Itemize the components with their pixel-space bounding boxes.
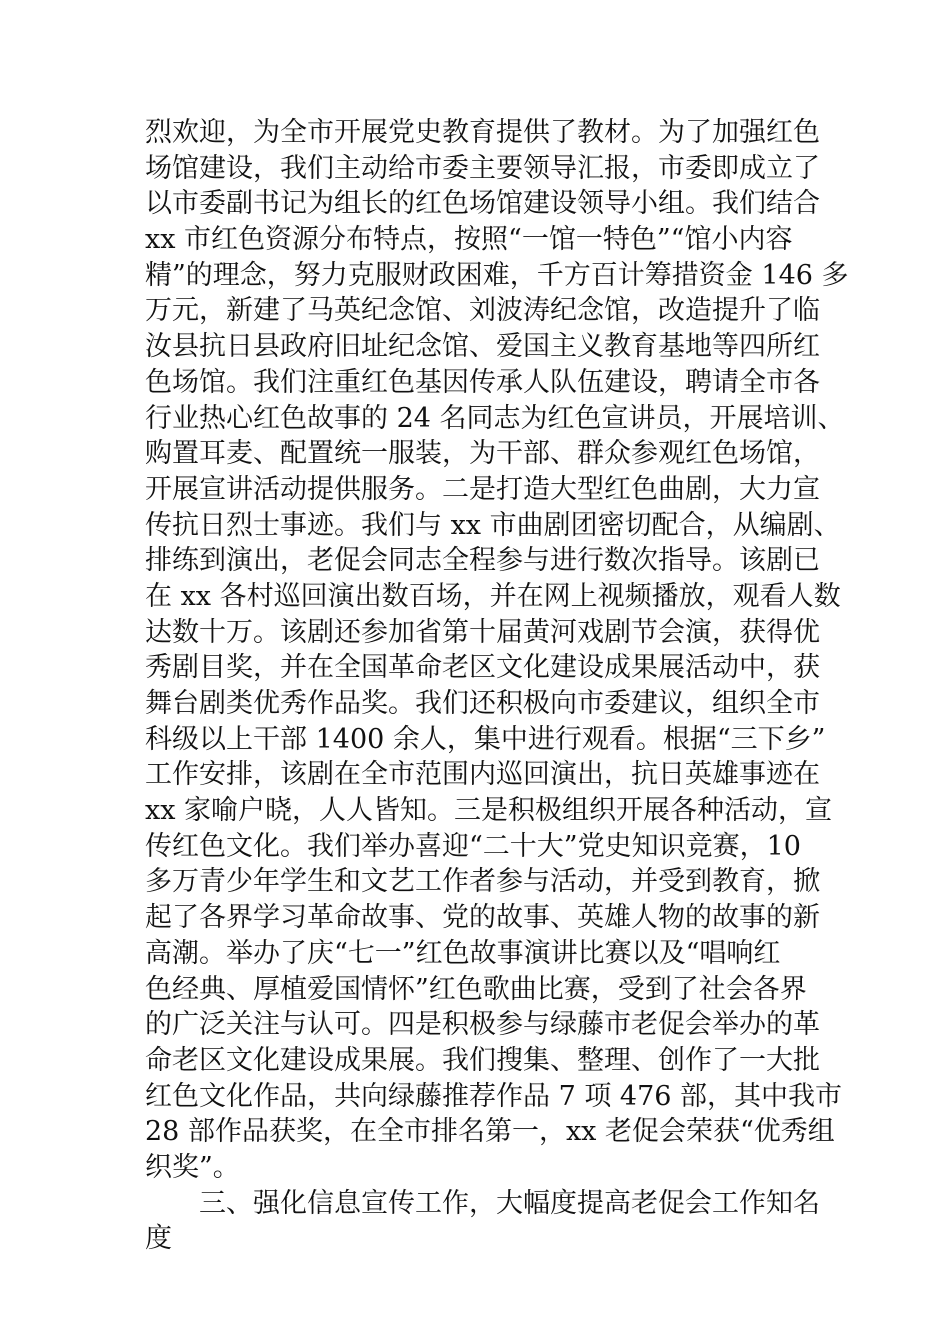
text-line: 传红色文化。我们举办喜迎“二十大”党史知识竞赛，10 bbox=[145, 830, 801, 862]
text-line: 的广泛关注与认可。四是积极参与绿藤市老促会举办的革 bbox=[145, 1009, 820, 1041]
text-line: 织奖”。 bbox=[145, 1151, 240, 1183]
text-line: 多万青少年学生和文艺工作者参与活动，并受到教育，掀 bbox=[145, 866, 820, 898]
text-line: 命老区文化建设成果展。我们搜集、整理、创作了一大批 bbox=[145, 1044, 820, 1076]
text-line: 工作安排，该剧在全市范围内巡回演出，抗日英雄事迹在 bbox=[145, 759, 820, 791]
text-line: 排练到演出，老促会同志全程参与进行数次指导。该剧已 bbox=[145, 545, 820, 577]
text-line: 在 xx 各村巡回演出数百场，并在网上视频播放，观看人数 bbox=[145, 580, 841, 612]
text-line: 传抗日烈士事迹。我们与 xx 市曲剧团密切配合，从编剧、 bbox=[145, 509, 841, 541]
section-heading-continuation: 度 bbox=[145, 1223, 172, 1255]
text-line: 场馆建设，我们主动给市委主要领导汇报，市委即成立了 bbox=[145, 152, 820, 184]
text-line: 开展宣讲活动提供服务。二是打造大型红色曲剧，大力宣 bbox=[145, 473, 820, 505]
body-text bbox=[145, 115, 849, 1257]
text-line: 达数十万。该剧还参加省第十届黄河戏剧节会演，获得优 bbox=[145, 616, 820, 648]
text-line: xx 市红色资源分布特点，按照“一馆一特色”“馆小内容 bbox=[145, 224, 793, 256]
text-line: 舞台剧类优秀作品奖。我们还积极向市委建议，组织全市 bbox=[145, 688, 820, 719]
text-line: 色场馆。我们注重红色基因传承人队伍建设，聘请全市各 bbox=[145, 366, 820, 398]
text-line: 万元，新建了马英纪念馆、刘波涛纪念馆，改造提升了临 bbox=[145, 295, 820, 327]
text-line: 红色文化作品，共向绿藤推荐作品 7 项 476 部，其中我市 bbox=[145, 1080, 843, 1112]
text-line: 28 部作品获奖，在全市排名第一，xx 老促会荣获“优秀组 bbox=[145, 1116, 835, 1148]
section-heading: 三、强化信息宣传工作，大幅度提高老促会工作知名 bbox=[199, 1187, 820, 1219]
text-line: 起了各界学习革命故事、党的故事、英雄人物的故事的新 bbox=[145, 902, 820, 934]
text-line: 高潮。举办了庆“七一”红色故事演讲比赛以及“唱响红 bbox=[145, 937, 781, 969]
text-line: 秀剧目奖，并在全国革命老区文化建设成果展活动中，获 bbox=[145, 652, 820, 684]
text-line: 科级以上干部 1400 余人，集中进行观看。根据“三下乡” bbox=[145, 723, 826, 755]
text-line: 精”的理念，努力克服财政困难，千方百计筹措资金 146 多 bbox=[145, 259, 849, 291]
text-line: 汝县抗日县政府旧址纪念馆、爱国主义教育基地等四所红 bbox=[145, 331, 820, 363]
text-line: 购置耳麦、配置统一服装，为干部、群众参观红色场馆， bbox=[145, 438, 820, 470]
text-line: 色经典、厚植爱国情怀”红色歌曲比赛，受到了社会各界 bbox=[145, 973, 807, 1005]
text-line: xx 家喻户晓，人人皆知。三是积极组织开展各种活动，宣 bbox=[145, 795, 833, 827]
text-line: 行业热心红色故事的 24 名同志为红色宣讲员，开展培训、 bbox=[145, 402, 845, 434]
text-line: 以市委副书记为组长的红色场馆建设领导小组。我们结合 bbox=[145, 188, 820, 220]
text-line: 烈欢迎，为全市开展党史教育提供了教材。为了加强红色 bbox=[145, 117, 820, 148]
